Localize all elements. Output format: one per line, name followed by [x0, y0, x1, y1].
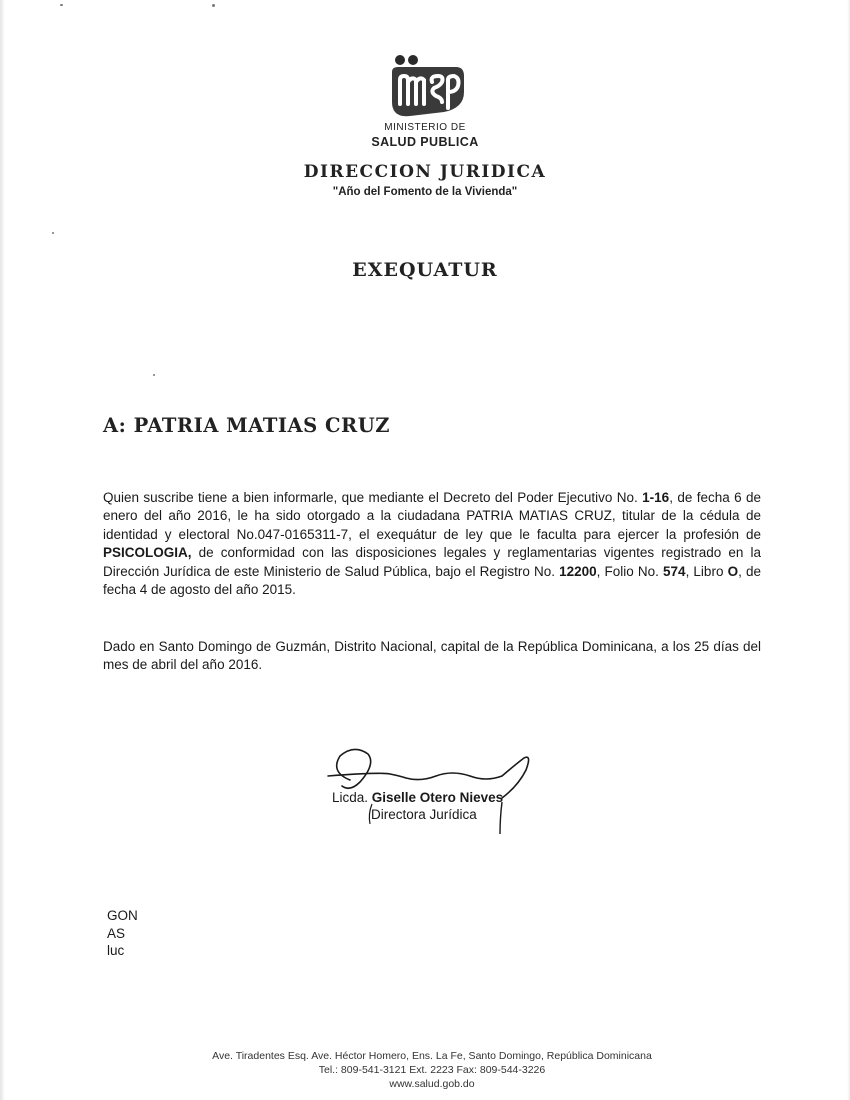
scan-speck [153, 374, 155, 376]
scan-speck [60, 4, 63, 6]
initials-line: GON [107, 908, 138, 923]
body-text: , de fecha 4 de agosto del año 2015. [103, 563, 761, 598]
footer-website: www.salud.gob.do [389, 1078, 475, 1090]
registry-number: 12200 [559, 563, 597, 579]
body-paragraph-2: Dado en Santo Domingo de Guzmán, Distrito Nacional, capital de la República Dominicana, a los 25 días del mes de abril del año 2016. [103, 639, 761, 673]
ministry-name-line2: SALUD PUBLICA [371, 135, 479, 149]
ministry-name-line1: MINISTERIO DE [384, 122, 466, 133]
scan-speck [212, 4, 215, 7]
footer-phone: Tel.: 809-541-3121 Ext. 2223 Fax: 809-544-3226 [318, 1064, 546, 1076]
body-text: Quien suscribe tiene a bien informarle, que mediante el Decreto del Poder Ejecutivo No. [103, 490, 643, 505]
signatory-prefix: Licda. [332, 790, 372, 805]
signatory-fullname: Giselle Otero Nieves [371, 790, 504, 805]
year-motto: "Año del Fomento de la Vivienda" [332, 186, 518, 198]
department-heading: DIRECCION JURIDICA [303, 162, 547, 182]
body-text: de conformidad con las disposiciones legales y reglamentarias vigentes registrado en la Dirección Jurídica de este Ministerio de Salud Pública, bajo el Registro No. [103, 545, 761, 579]
initials-line: AS [107, 925, 126, 941]
folio-number: 574 [663, 563, 686, 579]
signatory-name [332, 790, 503, 805]
profession: PSICOLOGIA, [103, 545, 192, 561]
recipient-line: A: PATRIA MATIAS CRUZ [103, 414, 390, 437]
reference-initials [107, 907, 138, 960]
signatory-role: Directora Jurídica [371, 807, 477, 822]
ministry-logo-icon [386, 52, 468, 122]
book-letter: O [727, 563, 739, 579]
body-paragraph-1 [103, 489, 761, 599]
scan-speck [52, 232, 54, 234]
footer-address: Ave. Tiradentes Esq. Ave. Héctor Homero, Ens. La Fe, Santo Domingo, República Dominicana [212, 1050, 652, 1062]
decree-number: 1-16 [642, 490, 670, 505]
body-text: , de fecha 6 de enero del año 2016, le ha sido otorgado a la ciudadana PATRIA MATIAS CRUZ, titular de la cédula de identidad y electoral No.047-0165311-7, el exequátur de ley que le faculta para ejercer la profesión de [103, 490, 761, 542]
body-text: , Libro [685, 563, 728, 579]
initials-line: luc [107, 943, 125, 958]
body-text: , Folio No. [596, 563, 664, 579]
document-title: EXEQUATUR [352, 259, 498, 281]
